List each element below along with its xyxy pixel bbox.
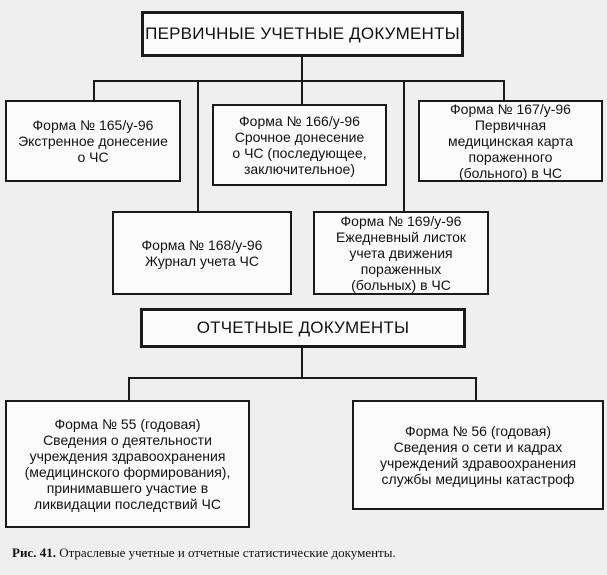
form-description: Срочное донесение xyxy=(234,129,365,145)
form-description: (больного) в ЧС xyxy=(458,165,563,181)
form-56-box xyxy=(352,400,604,510)
form-description: пораженных xyxy=(360,261,442,277)
form-description: пораженного xyxy=(468,149,553,165)
form-55-box xyxy=(5,400,250,528)
form-description: о ЧС (последующее, xyxy=(232,145,367,161)
form-description: учреждения здравоохранения xyxy=(29,448,226,464)
form-description: о ЧС xyxy=(77,149,109,165)
connector xyxy=(301,56,303,81)
connector xyxy=(128,377,477,379)
form-number: Форма № 55 (годовая) xyxy=(54,416,201,432)
form-description: Ежедневный листок xyxy=(336,229,466,245)
connector xyxy=(475,377,477,401)
form-description: (медицинского формирования), xyxy=(24,464,231,480)
form-description: Журнал учета ЧС xyxy=(145,253,259,269)
connector xyxy=(301,80,303,105)
reporting-documents-header xyxy=(140,308,466,348)
figure-caption xyxy=(12,545,396,561)
form-description: заключительное) xyxy=(244,161,355,177)
connector xyxy=(301,347,303,379)
form-number: Форма № 167/у-96 xyxy=(450,101,571,117)
form-description: (больных) в ЧС xyxy=(351,277,451,293)
form-168-box xyxy=(112,211,292,295)
form-number: Форма № 169/у-96 xyxy=(340,213,462,229)
form-166-box xyxy=(212,104,387,186)
connector xyxy=(128,377,130,401)
form-description: учета движения xyxy=(349,245,453,261)
form-number: Форма № 166/у-96 xyxy=(239,113,360,129)
connector xyxy=(93,80,505,82)
form-description: учреждений здравоохранения xyxy=(379,455,577,471)
connector xyxy=(197,80,199,212)
form-description: Первичная xyxy=(474,117,547,133)
form-165-box xyxy=(5,100,181,182)
form-description: службы медицины катастроф xyxy=(381,471,575,487)
primary-documents-header xyxy=(141,11,464,57)
form-description: медицинская карта xyxy=(447,133,574,149)
caption-text: Отраслевые учетные и отчетные статистические документы. xyxy=(59,545,396,560)
form-number: Форма № 165/у-96 xyxy=(32,117,154,133)
connector xyxy=(503,80,505,100)
form-number: Форма № 168/у-96 xyxy=(141,237,263,253)
reporting-title: ОТЧЕТНЫЕ ДОКУМЕНТЫ xyxy=(196,318,410,337)
form-number: Форма № 56 (годовая) xyxy=(404,423,552,439)
form-169-box xyxy=(313,211,489,295)
form-167-box xyxy=(418,100,603,182)
form-description: Экстренное донесение xyxy=(18,133,168,149)
connector xyxy=(93,80,95,100)
caption-label: Рис. 41. xyxy=(12,545,56,560)
form-description: Сведения о сети и кадрах xyxy=(393,439,563,455)
form-description: ликвидации последствий ЧС xyxy=(34,496,221,512)
connector xyxy=(403,80,405,212)
primary-title: ПЕРВИЧНЫЕ УЧЕТНЫЕ ДОКУМЕНТЫ xyxy=(145,24,460,43)
form-description: принимавшего участие в xyxy=(46,480,209,496)
form-description: Сведения о деятельности xyxy=(43,432,212,448)
